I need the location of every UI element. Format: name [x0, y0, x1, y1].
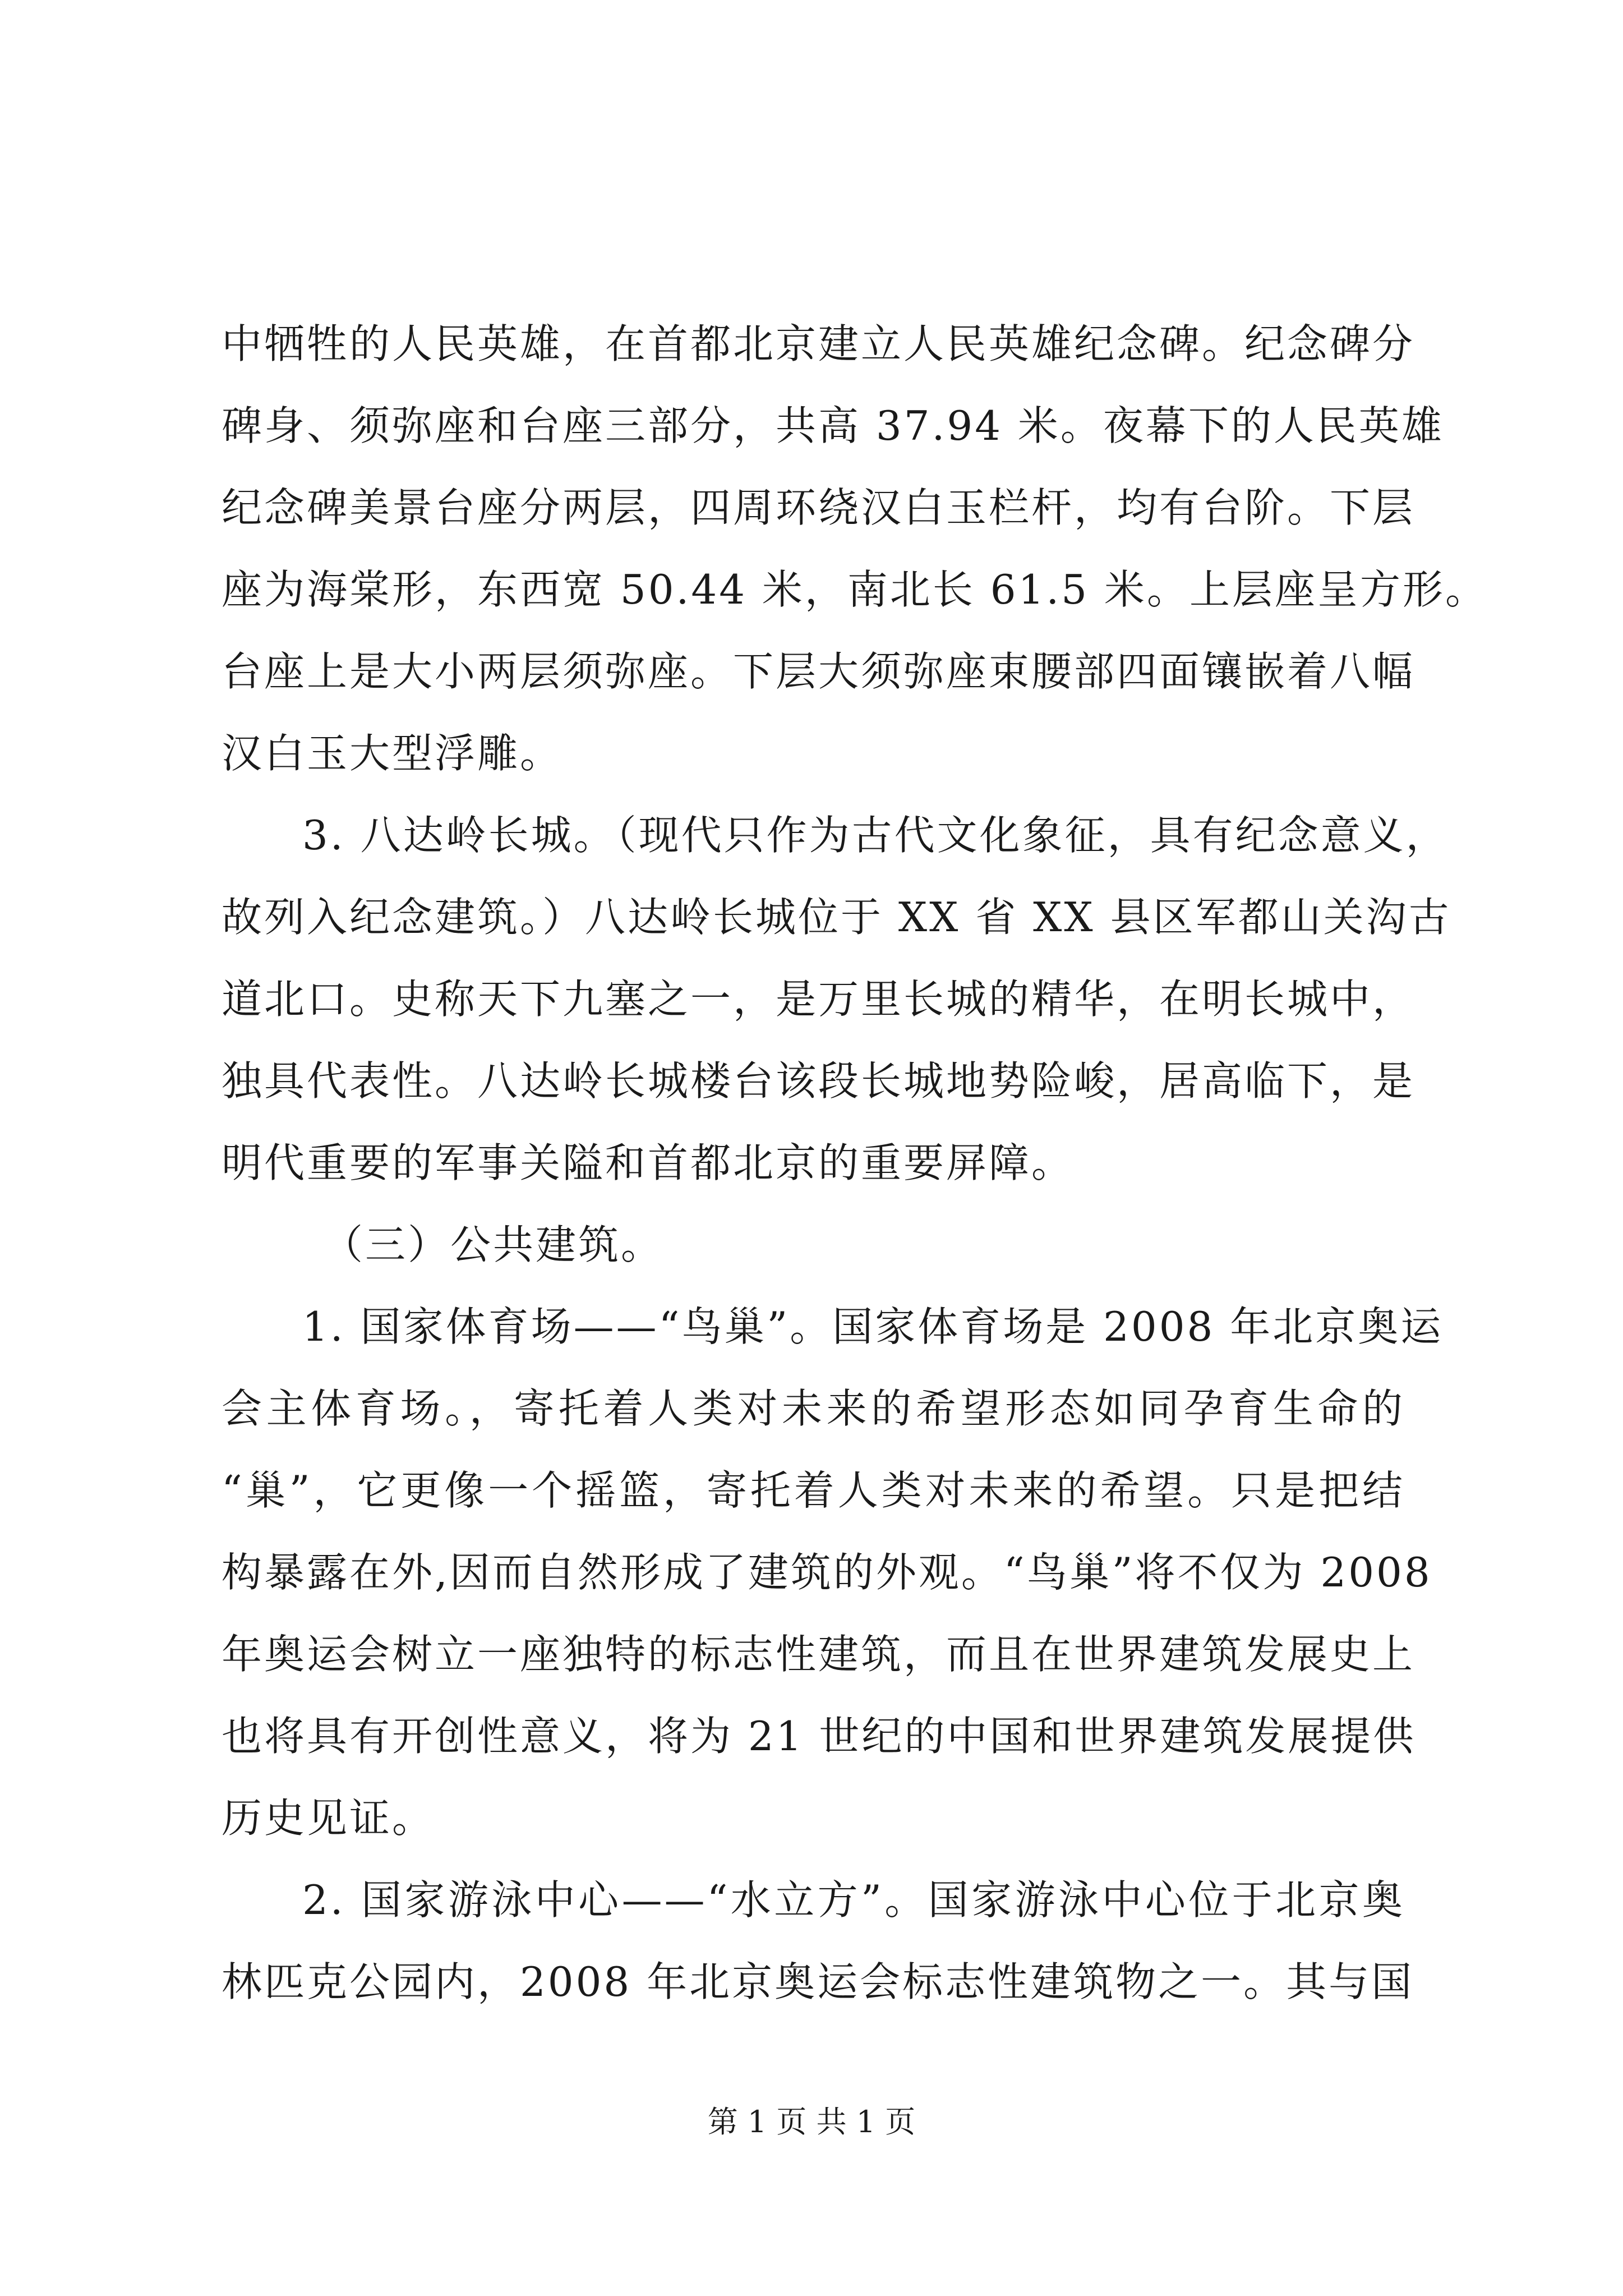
- text-line: 构暴露在外,因而自然形成了建筑的外观。“鸟巢”将不仅为 2008: [222, 1549, 1432, 1596]
- page-footer: 第 1 页 共 1 页: [707, 2104, 916, 2139]
- section-heading-line: 3. 八达岭长城。（现代只作为古代文化象征，具有纪念意义，: [302, 812, 1449, 859]
- text-line: 碑身、须弥座和台座三部分，共高 37.94 米。夜幕下的人民英雄: [222, 402, 1444, 449]
- text-line: 明代重要的军事关隘和首都北京的重要屏障。: [222, 1139, 1075, 1186]
- text-line: 座为海棠形，东西宽 50.44 米，南北长 61.5 米。上层座呈方形。: [222, 566, 1488, 613]
- text-line: 年奥运会树立一座独特的标志性建筑，而且在世界建筑发展史上: [222, 1631, 1415, 1678]
- text-line: 台座上是大小两层须弥座。下层大须弥座束腰部四面镶嵌着八幅: [222, 648, 1415, 695]
- text-line: 独具代表性。八达岭长城楼台该段长城地势险峻，居高临下，是: [222, 1057, 1415, 1105]
- section-heading-line: 2. 国家游泳中心——“水立方”。国家游泳中心位于北京奥: [302, 1876, 1405, 1924]
- document-body: [222, 303, 1488, 2023]
- text-line: 中牺牲的人民英雄，在首都北京建立人民英雄纪念碑。纪念碑分: [222, 320, 1415, 367]
- subsection-heading: （三）公共建筑。: [322, 1221, 664, 1268]
- section-heading-line: 1. 国家体育场——“鸟巢”。国家体育场是 2008 年北京奥运: [302, 1303, 1444, 1350]
- text-line: 林匹克公园内，2008 年北京奥运会标志性建筑物之一。其与国: [222, 1958, 1414, 2005]
- text-line: 也将具有开创性意义，将为 21 世纪的中国和世界建筑发展提供: [222, 1713, 1416, 1760]
- text-line: 故列入纪念建筑。）八达岭长城位于 XX 省 XX 县区军都山关沟古: [222, 894, 1451, 941]
- text-line: 会主体育场。，寄托着人类对未来的希望形态如同孕育生命的: [222, 1385, 1405, 1432]
- text-line: 汉白玉大型浮雕。: [222, 730, 563, 777]
- text-line: “巢”，它更像一个摇篮，寄托着人类对未来的希望。只是把结: [222, 1467, 1405, 1514]
- text-line: 历史见证。: [222, 1795, 435, 1842]
- text-line: 道北口。史称天下九塞之一，是万里长城的精华，在明长城中，: [222, 976, 1415, 1023]
- text-line: 纪念碑美景台座分两层，四周环绕汉白玉栏杆，均有台阶。下层: [222, 484, 1415, 531]
